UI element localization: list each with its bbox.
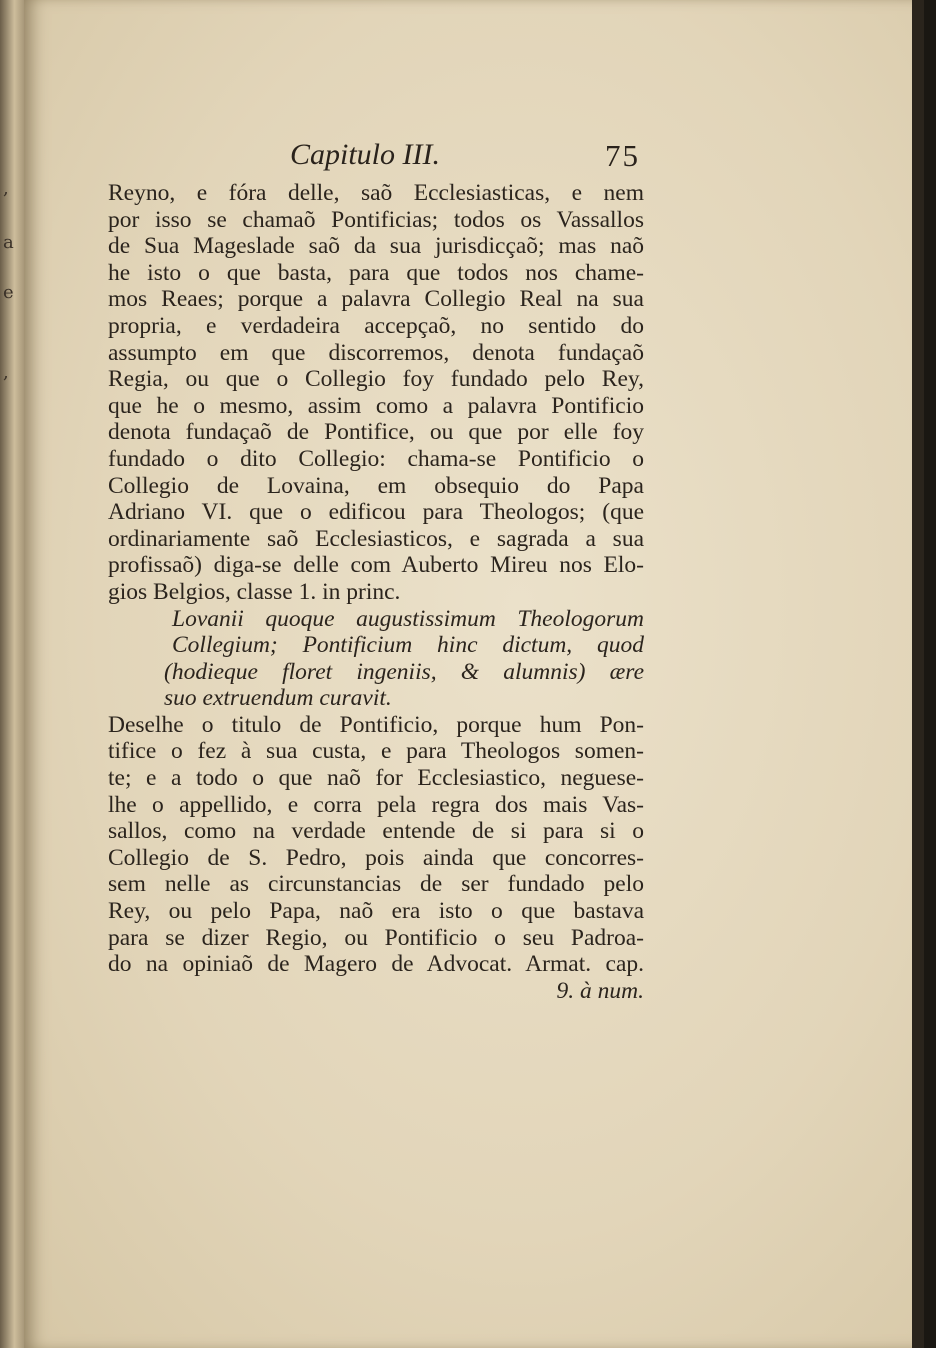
page-edge-shadow xyxy=(912,0,924,1348)
latin-quotation xyxy=(108,606,644,712)
text-line: mos Reaes; porque a palavra Collegio Real na sua xyxy=(108,286,644,313)
text-line: Reyno, e fóra delle, saõ Ecclesiasticas, e nem xyxy=(108,180,644,206)
page-number: 75 xyxy=(605,138,640,173)
final-citation-line: 9. à num. xyxy=(556,977,644,1004)
text-line: Collegio de S. Pedro, pois ainda que concorres- xyxy=(108,844,644,871)
quote-line: Lovanii quoque augustissimum Theologorum xyxy=(172,605,644,632)
text-line: tifice o fez à sua custa, e para Theologos somen- xyxy=(108,738,644,765)
text-line: Rey, ou pelo Papa, naõ era isto o que bastava xyxy=(108,898,644,925)
text-line: gios Belgios, classe 1. in princ. xyxy=(108,578,401,605)
text-line: que he o mesmo, assim como a palavra Pontificio xyxy=(108,392,644,419)
text-line: lhe o appellido, e corra pela regra dos mais Vas- xyxy=(108,791,644,818)
text-line: profissaõ) diga-se delle com Auberto Mireu nos Elo- xyxy=(108,552,644,579)
running-header xyxy=(290,138,640,178)
text-line: assumpto em que discorremos, denota fundaçaõ xyxy=(108,339,644,366)
running-title: Capitulo III. xyxy=(290,138,440,171)
edge-mark: a xyxy=(3,232,14,253)
text-line: por isso se chamaõ Pontificias; todos os Vassallos xyxy=(108,206,644,233)
quote-line: Collegium; Pontificium hinc dictum, quod xyxy=(172,632,644,659)
text-line: sallos, como na verdade entende de si para si o xyxy=(108,818,644,845)
edge-mark: , xyxy=(3,178,9,199)
text-line: Regia, ou que o Collegio foy fundado pelo Rey, xyxy=(108,366,644,393)
previous-page-edge xyxy=(0,0,24,1348)
quote-line: suo extruendum curavit. xyxy=(164,685,392,712)
paragraph-before-quote xyxy=(108,180,644,606)
text-line: he isto o que basta, para que todos nos chame- xyxy=(108,259,644,286)
text-line: fundado o dito Collegio: chama-se Pontificio o xyxy=(108,445,644,472)
text-line: propria, e verdadeira accepçaõ, no sentido do xyxy=(108,312,644,339)
text-line: sem nelle as circunstancias de ser fundado pelo xyxy=(108,871,644,898)
paragraph-after-quote xyxy=(108,712,644,1005)
edge-mark: , xyxy=(3,362,9,383)
text-line: do na opiniaõ de Magero de Advocat. Armat. cap. xyxy=(108,951,644,978)
body-text xyxy=(108,180,644,1004)
text-line: Collegio de Lovaina, em obsequio do Papa xyxy=(108,472,644,499)
text-line: denota fundaçaõ de Pontifice, ou que por elle foy xyxy=(108,419,644,446)
text-line: de Sua Mageslade saõ da sua jurisdicçaõ; mas naõ xyxy=(108,233,644,260)
text-line: Adriano VI. que o edificou para Theologos; (que xyxy=(108,499,644,526)
text-line: te; e a todo o que naõ for Ecclesiastico, neguese- xyxy=(108,765,644,792)
text-line: Deselhe o titulo de Pontificio, porque hum Pon- xyxy=(108,711,644,738)
text-line: ordinariamente saõ Ecclesiasticos, e sagrada a sua xyxy=(108,525,644,552)
quote-line: (hodieque floret ingeniis, & alumnis) ære xyxy=(164,658,644,685)
edge-mark: e xyxy=(3,282,14,303)
text-line: para se dizer Regio, ou Pontificio o seu Padroa- xyxy=(108,924,644,951)
